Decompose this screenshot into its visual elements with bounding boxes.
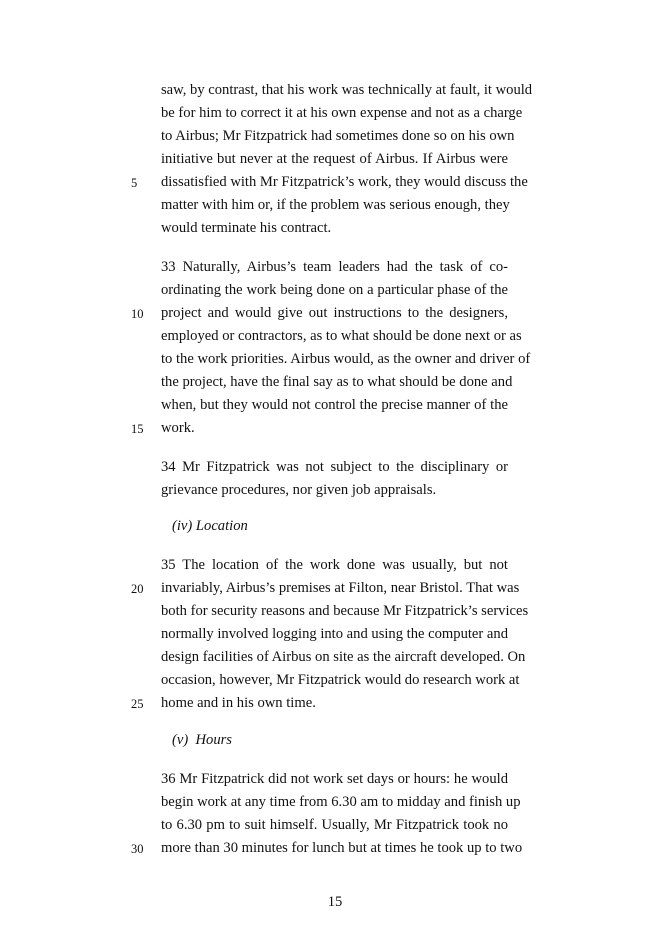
text-line: to 6.30 pm to suit himself. Usually, Mr Fitzpatrick took no (161, 817, 508, 833)
text-line: 34 Mr Fitzpatrick was not subject to the disciplinary or (161, 459, 508, 475)
line-number: 20 (131, 582, 144, 596)
text-line: home and in his own time. (161, 695, 316, 711)
text-line: invariably, Airbus’s premises at Filton, near Bristol. That was (161, 580, 520, 596)
text-line: dissatisfied with Mr Fitzpatrick’s work, they would discuss the (161, 174, 528, 190)
line-number: 5 (131, 176, 138, 190)
text-line: grievance procedures, nor given job appraisals. (161, 482, 437, 498)
text-line: matter with him or, if the problem was serious enough, they (161, 197, 510, 213)
text-line: 33 Naturally, Airbus’s team leaders had the task of co- (161, 259, 508, 275)
text-line: begin work at any time from 6.30 am to midday and finish up (161, 794, 521, 810)
text-line: more than 30 minutes for lunch but at times he took up to two (161, 840, 523, 856)
text-line: project and would give out instructions to the designers, (161, 305, 508, 321)
text-line: ordinating the work being done on a particular phase of the (161, 282, 508, 298)
line-number: 10 (131, 307, 144, 321)
line-number: 15 (131, 422, 144, 436)
text-line: the project, have the final say as to what should be done and (161, 374, 513, 390)
text-line: employed or contractors, as to what should be done next or as (161, 328, 522, 344)
text-line: both for security reasons and because Mr Fitzpatrick’s services (161, 603, 529, 619)
section-heading-location: (iv) Location (172, 518, 248, 534)
text-line: 36 Mr Fitzpatrick did not work set days or hours: he would (161, 771, 508, 787)
text-line: be for him to correct it at his own expense and not as a charge (161, 105, 523, 121)
text-line: to the work priorities. Airbus would, as the owner and driver of (161, 351, 531, 367)
text-line: to Airbus; Mr Fitzpatrick had sometimes done so on his own (161, 128, 515, 144)
text-line: initiative but never at the request of Airbus. If Airbus were (161, 151, 508, 167)
page-number: 15 (327, 894, 343, 910)
section-heading-hours: (v) Hours (172, 732, 232, 748)
text-line: normally involved logging into and using the computer and (161, 626, 508, 642)
text-line: would terminate his contract. (161, 220, 332, 236)
text-line: design facilities of Airbus on site as the aircraft developed. On (161, 649, 526, 665)
text-line: occasion, however, Mr Fitzpatrick would do research work at (161, 672, 520, 688)
text-line: when, but they would not control the precise manner of the (161, 397, 508, 413)
text-line: work. (161, 420, 195, 436)
line-number: 25 (131, 697, 144, 711)
text-line: saw, by contrast, that his work was technically at fault, it would (161, 82, 533, 98)
text-line: 35 The location of the work done was usually, but not (161, 557, 508, 573)
line-number: 30 (131, 842, 144, 856)
